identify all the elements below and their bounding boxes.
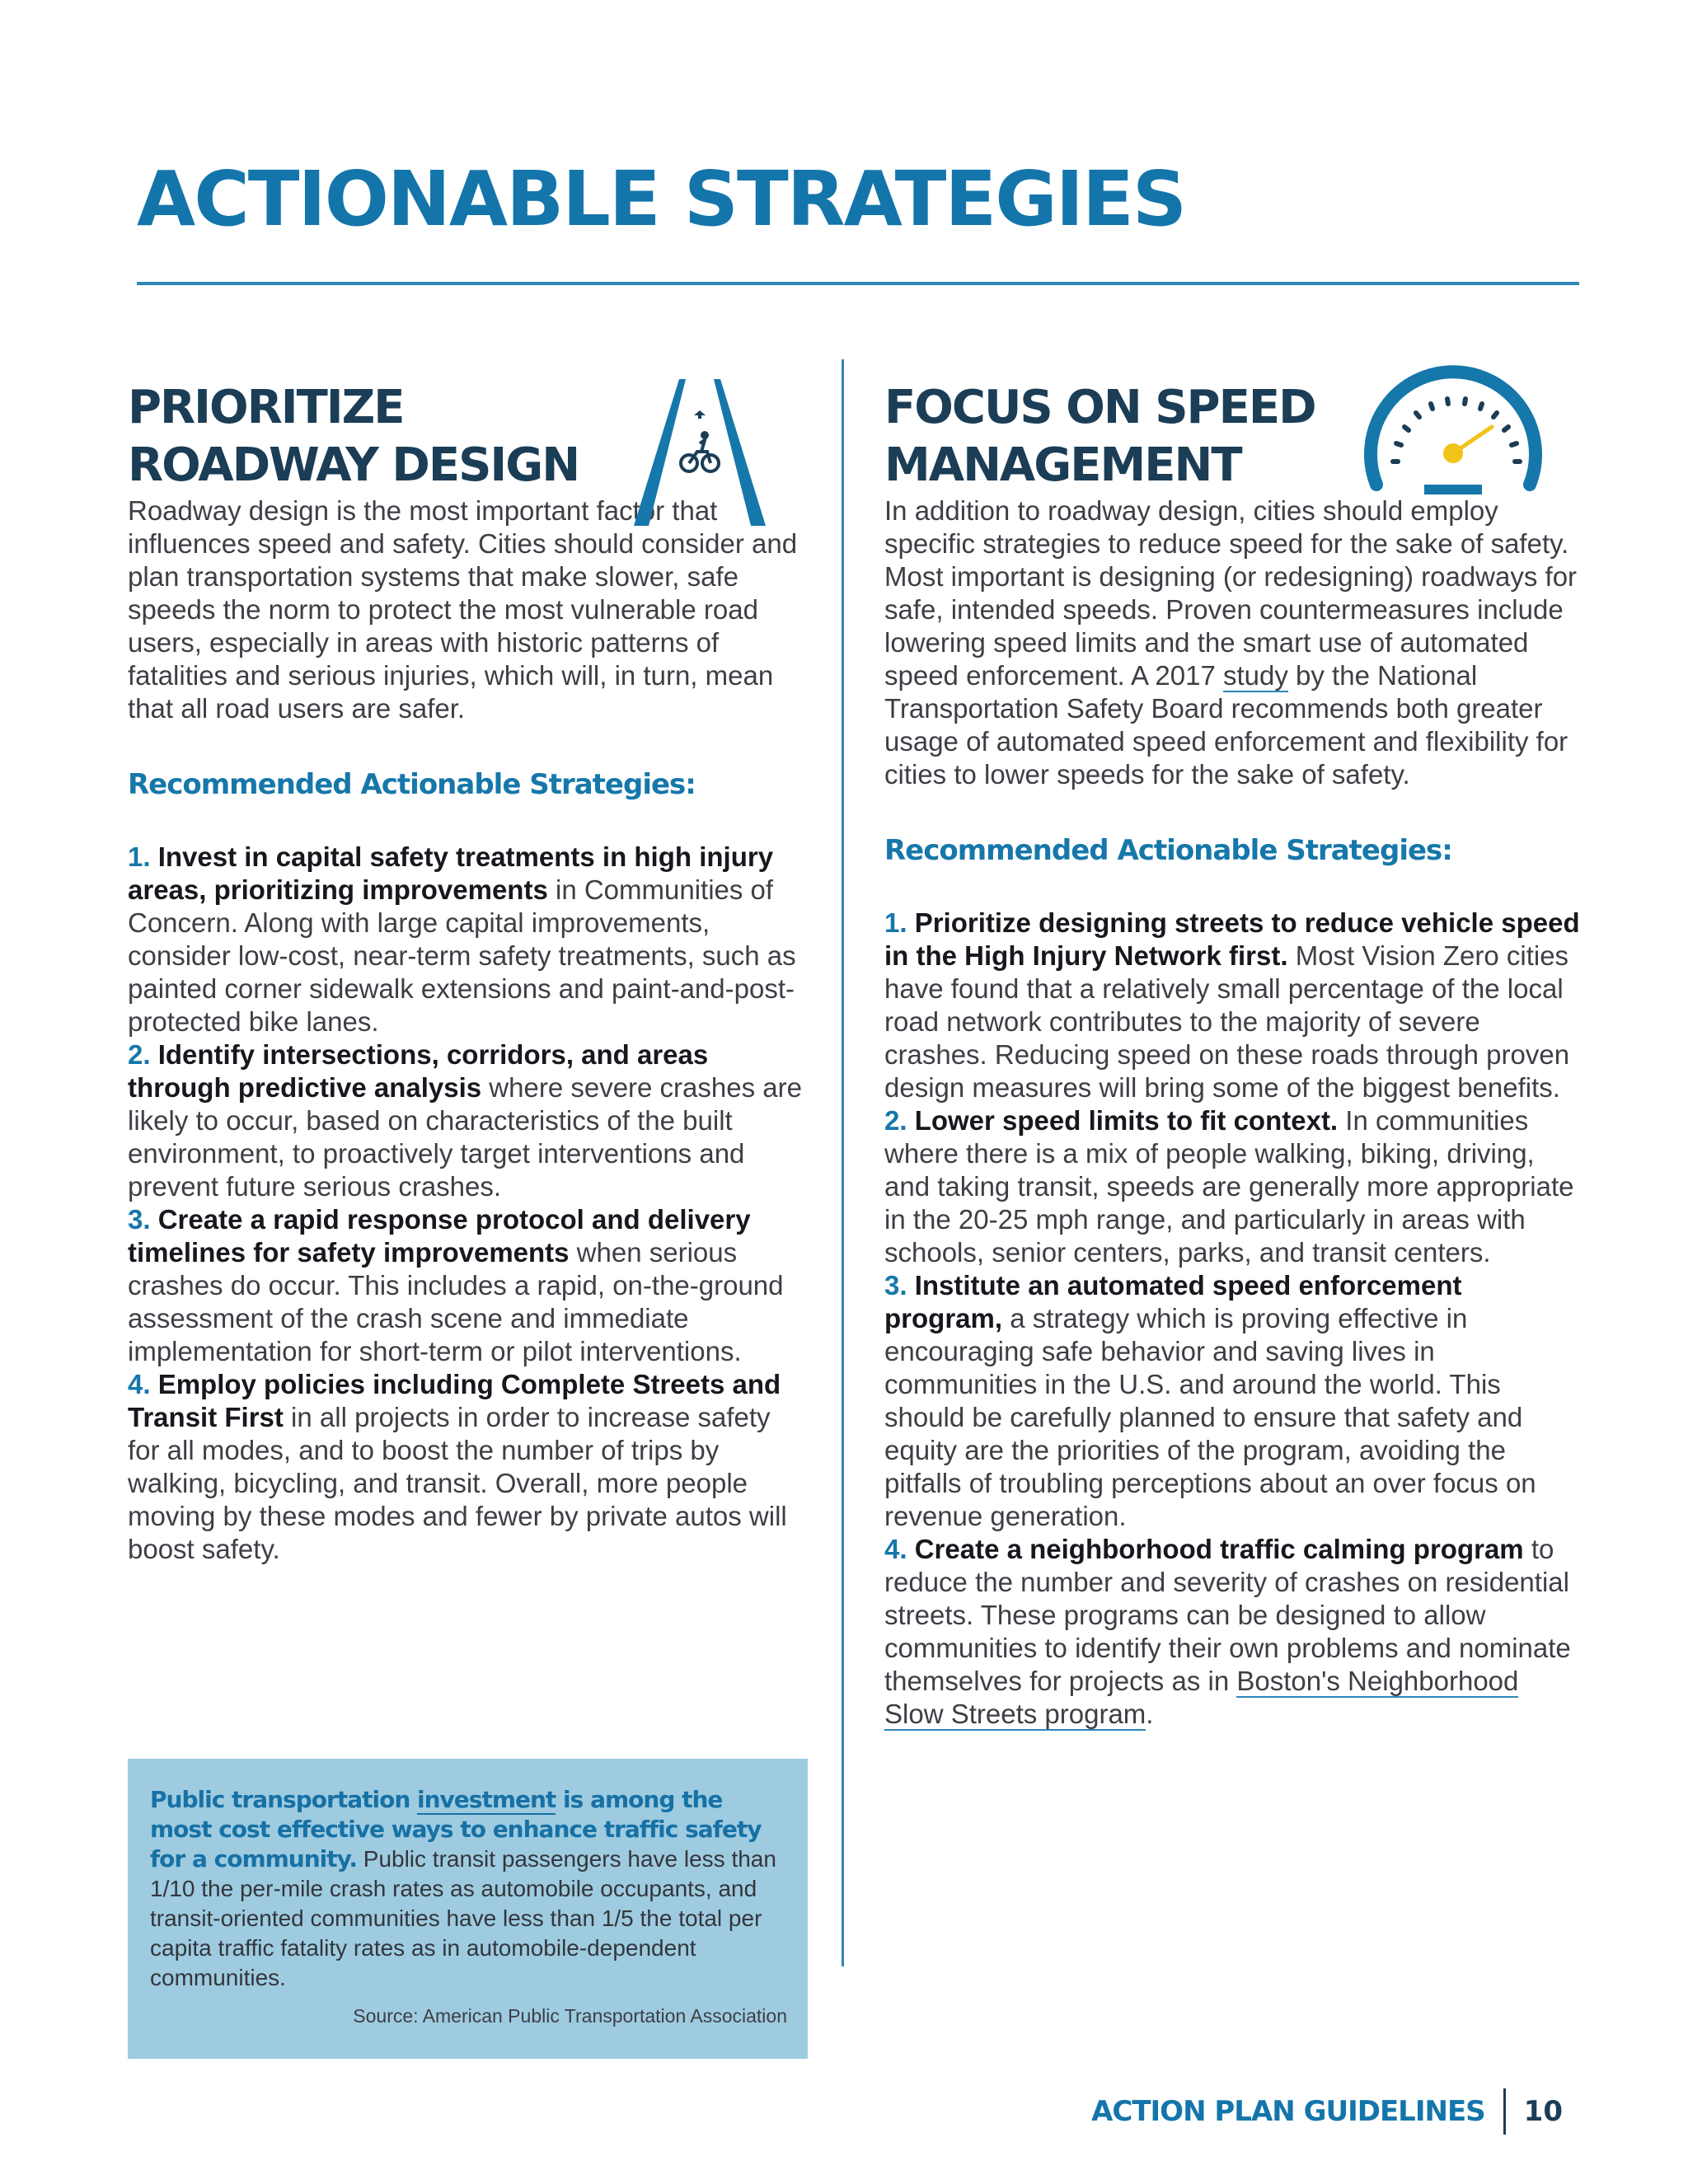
strategy-item: 3. Institute an automated speed enforcement program, a strategy which is proving effective in encouraging safe behavior and saving lives in communities in the U.S. and around the world. This should be carefully planned to ensure that safety and equity are the priorities of the program, avoiding the pitfalls of troubling perceptions about an over focus on revenue generation. [884,1270,1536,1531]
footer-label: ACTION PLAN GUIDELINES [1091,2095,1485,2128]
page-footer [1091,2088,1563,2135]
section-heading-roadway-design: PRIORITIZE ROADWAY DESIGN [128,381,579,492]
investment-link[interactable]: investment [417,1786,556,1813]
page-title: ACTIONABLE STRATEGIES [137,155,1186,243]
callout-source: Source: American Public Transportation Association [353,2005,787,2027]
strategy-item: 4. Create a neighborhood traffic calming program to reduce the number and severity of crashes on residential streets. These programs can be designed to allow communities to identify their own problems and nominate themselves for projects as in Boston's Neighborhood Slow Streets program. [884,1534,1571,1729]
footer-divider [1503,2088,1506,2135]
strategies-heading-right: Recommended Actionable Strategies: [884,834,1452,867]
speedometer-icon [1358,361,1548,509]
ntsb-study-link[interactable]: study [1222,660,1288,691]
callout-text: Public transportation investment is among the most cost effective ways to enhance traffic safety for a community. Public transit passengers have less than 1/10 the per-mile crash rates as automobile occupants, and transit-oriented communities have less than 1/5 the total per capita traffic fatality rates as in automobile-dependent communities. [150,1786,776,1990]
strategy-item: 1. Prioritize designing streets to reduce vehicle speed in the High Injury Network first. Most Vision Zero cities have found that a relatively small percentage of the local road network contributes to the majority of severe crashes. Reducing speed on these roads through proven design measures will bring some of the biggest benefits. [884,907,1580,1103]
strategy-item: 3. Create a rapid response protocol and delivery timelines for safety improvements when serious crashes do occur. This includes a rapid, on-the-ground assessment of the crash scene and immediate implementation for short-term or pilot interventions. [128,1204,784,1366]
boston-slow-streets-link[interactable]: Boston's Neighborhood Slow Streets program [884,1666,1519,1729]
strategy-item: 4. Employ policies including Complete Streets and Transit First in all projects in order to increase safety for all modes, and to boost the number of trips by walking, bicycling, and transit. Overall, more people moving by these modes and fewer by private autos will boost safety. [128,1369,787,1564]
speed-intro: In addition to roadway design, cities should employ specific strategies to reduce speed for the sake of safety. Most important is designing (or redesigning) roadways for safe, intended speeds. Proven countermeasures include lowering speed limits and the smart use of automated speed enforcement. A 2017 study by the National Transportation Safety Board recommends both greater usage of automated speed enforcement and flexibility for cities to lower speeds for the sake of safety. [884,495,1578,790]
page-number: 10 [1523,2095,1563,2128]
transit-callout-box [128,1759,808,2059]
bike-lane-road-icon [634,379,766,527]
strategy-item: 1. Invest in capital safety treatments in high injury areas, prioritizing improvements in Communities of Concern. Along with large capital improvements, consider low-cost, near-term safety treatments, such as painted corner sidewalk extensions and paint-and-post-protected bike lanes. [128,841,796,1037]
strategy-item: 2. Lower speed limits to fit context. In communities where there is a mix of people walking, biking, driving, and taking transit, speeds are generally more appropriate in the 20-25 mph range, and particularly in areas with schools, senior centers, parks, and transit centers. [884,1105,1574,1268]
left-column [128,379,804,1566]
strategy-item: 2. Identify intersections, corridors, and areas through predictive analysis where severe crashes are likely to occur, based on characteristics of the built environment, to proactively target interventions and prevent future serious crashes. [128,1039,802,1202]
strategies-heading-left: Recommended Actionable Strategies: [128,768,696,801]
title-divider [137,282,1579,285]
right-column [884,379,1581,1731]
section-heading-speed-management: FOCUS ON SPEED MANAGEMENT [884,381,1315,492]
column-divider [842,359,844,1966]
roadway-intro: Roadway design is the most important factor that influences speed and safety. Cities should consider and plan transportation systems that make slower, safe speeds the norm to protect the most vulnerable road users, especially in areas with historic patterns of fatalities and serious injuries, which will, in turn, mean that all road users are safer. [128,495,798,724]
